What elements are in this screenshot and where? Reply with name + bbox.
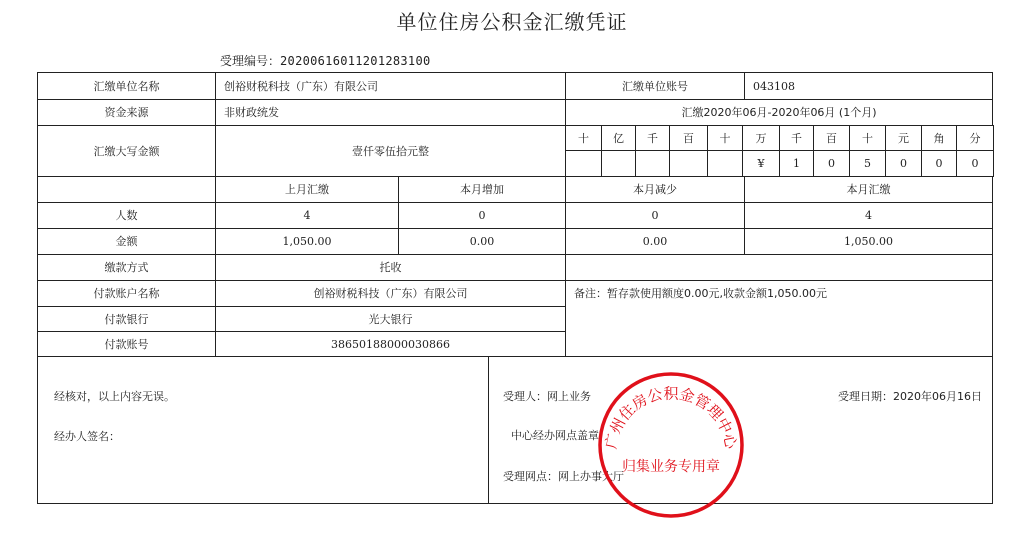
digit-header-cell: 亿 (601, 125, 636, 151)
payer-account: 38650188000030866 (215, 331, 566, 357)
payment-method-label: 缴款方式 (37, 254, 216, 281)
amount-words-label: 汇缴大写金额 (37, 125, 216, 177)
payer-name: 创裕财税科技（广东）有限公司 (215, 280, 566, 307)
unit-account: 043108 (744, 72, 993, 100)
fund-source: 非财政统发 (215, 99, 566, 126)
digit-value-cell: 0 (813, 150, 850, 177)
digit-value-cell (669, 150, 708, 177)
verified-statement: 经核对，以上内容无误。 (54, 390, 175, 403)
payer-bank-label: 付款银行 (37, 306, 216, 332)
digit-header-cell: 百 (669, 125, 708, 151)
digit-header-cell: 角 (921, 125, 957, 151)
digit-value-cell: 1 (779, 150, 814, 177)
digit-value-cell: ¥ (742, 150, 780, 177)
digit-value-cell: 0 (921, 150, 957, 177)
digit-header-cell: 十 (849, 125, 886, 151)
digit-header-cell: 十 (707, 125, 743, 151)
digit-header-cell: 千 (635, 125, 670, 151)
seal-bottom-text: 归集业务专用章 (622, 459, 720, 475)
amount-decrease: 0.00 (565, 228, 745, 255)
amount-label: 金额 (37, 228, 216, 255)
fund-source-label: 资金来源 (37, 99, 216, 126)
headcount-decrease: 0 (565, 202, 745, 229)
receipt-number: 20200616011201283100 (280, 54, 431, 68)
headcount-this-month: 4 (744, 202, 993, 229)
unit-name-label: 汇缴单位名称 (37, 72, 216, 100)
headcount-last-month: 4 (215, 202, 399, 229)
digit-value-cell (707, 150, 743, 177)
digit-value-cell: 5 (849, 150, 886, 177)
digit-value-cell (565, 150, 602, 177)
amount-increase: 0.00 (398, 228, 566, 255)
amount-last-month: 1,050.00 (215, 228, 399, 255)
center-stamp-label: 中心经办网点盖章 (511, 429, 599, 442)
handler: 受理人：网上业务 (503, 390, 591, 403)
header-last-month: 上月汇缴 (215, 176, 399, 203)
digit-value-cell (635, 150, 670, 177)
digit-header-cell: 千 (779, 125, 814, 151)
digit-value-cell: 0 (885, 150, 922, 177)
digit-header-cell: 十 (565, 125, 602, 151)
digit-value-cell (601, 150, 636, 177)
payer-account-label: 付款账号 (37, 331, 216, 357)
payment-note: 备注：暂存款使用额度0.00元,收款金额1,050.00元 (565, 280, 993, 357)
accept-date: 受理日期：2020年06月16日 (838, 390, 982, 403)
payer-bank: 光大银行 (215, 306, 566, 332)
header-this-month: 本月汇缴 (744, 176, 993, 203)
payment-method: 托收 (215, 254, 566, 281)
amount-words: 壹仟零伍拾元整 (215, 125, 566, 177)
unit-account-label: 汇缴单位账号 (565, 72, 745, 100)
unit-name: 创裕财税科技（广东）有限公司 (215, 72, 566, 100)
signer-label: 经办人签名： (54, 430, 120, 443)
header-month-increase: 本月增加 (398, 176, 566, 203)
digit-header-cell: 元 (885, 125, 922, 151)
outlet: 受理网点：网上办事大厅 (503, 470, 624, 483)
digit-header-cell: 分 (956, 125, 994, 151)
header-month-decrease: 本月减少 (565, 176, 745, 203)
summary-corner (37, 176, 216, 203)
official-seal-stamp (596, 370, 746, 520)
blank-cell (565, 254, 993, 281)
seal-ring-text: 广州住房公积金管理中心 (601, 384, 741, 451)
receipt-label: 受理编号： (220, 54, 281, 68)
digit-header-cell: 万 (742, 125, 780, 151)
digit-header-cell: 百 (813, 125, 850, 151)
digit-value-cell: 0 (956, 150, 994, 177)
document-title: 单位住房公积金汇缴凭证 (396, 10, 628, 34)
headcount-increase: 0 (398, 202, 566, 229)
amount-this-month: 1,050.00 (744, 228, 993, 255)
receipt-number-line (220, 52, 431, 69)
remit-period: 汇缴2020年06月-2020年06月 (1个月) (565, 99, 993, 126)
payer-name-label: 付款账户名称 (37, 280, 216, 307)
headcount-label: 人数 (37, 202, 216, 229)
